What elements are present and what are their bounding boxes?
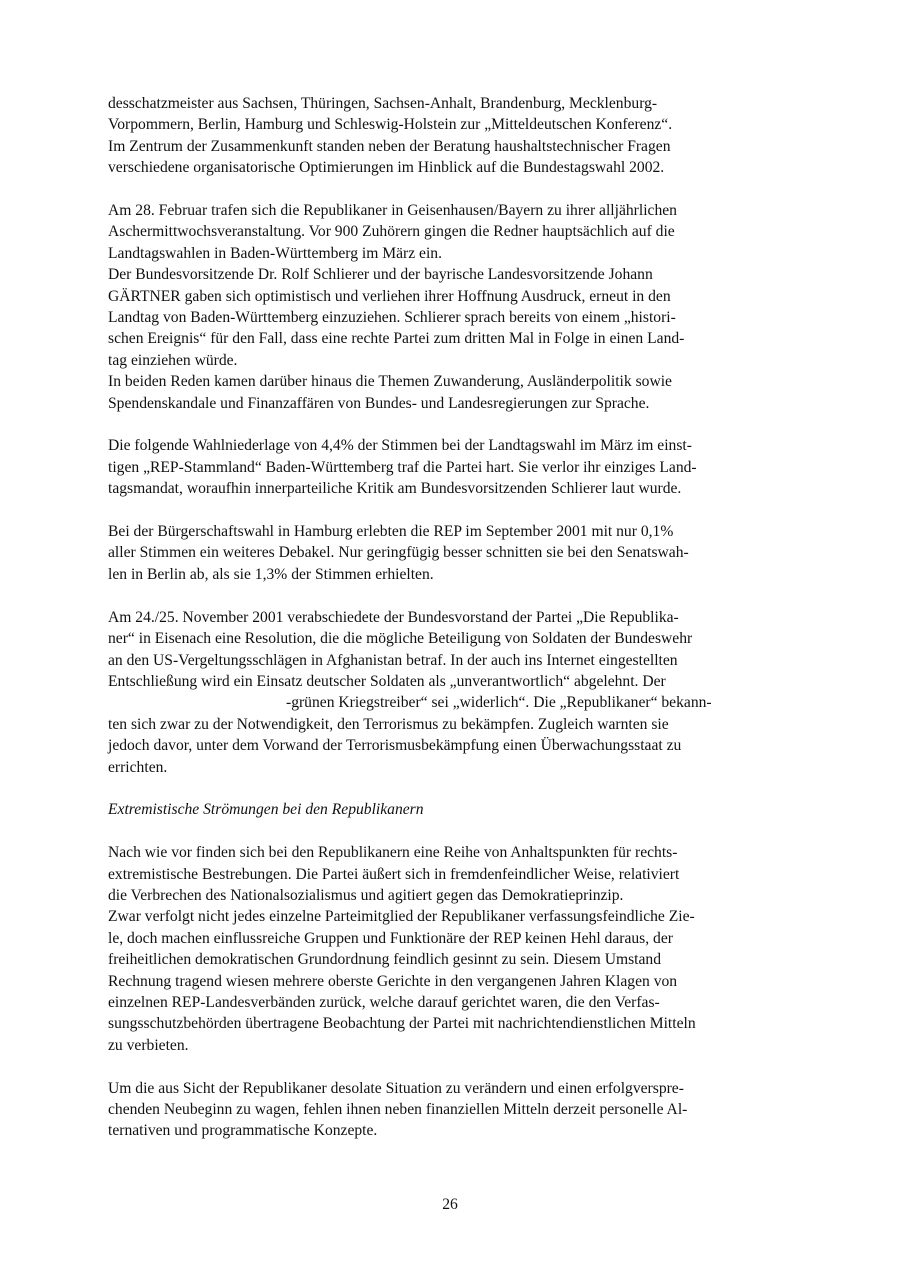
text-line: tag einziehen würde. bbox=[108, 351, 238, 369]
text-line: In beiden Reden kamen darüber hinaus die Themen Zuwanderung, Ausländerpolitik sowie bbox=[108, 373, 672, 391]
paragraph-eisenach-resolution bbox=[108, 607, 748, 778]
text-line: Die folgende Wahlniederlage von 4,4% der Stimmen bei der Landtagswahl im März im einst- bbox=[108, 437, 692, 455]
text-line: le, doch machen einflussreiche Gruppen und Funktionäre der REP keinen Hehl daraus, der bbox=[108, 929, 673, 947]
text-line: chenden Neubeginn zu wagen, fehlen ihnen neben finanziellen Mitteln derzeit personelle Al- bbox=[108, 1100, 688, 1118]
paragraph-ash-wednesday bbox=[108, 200, 748, 414]
paragraph-conference bbox=[108, 93, 748, 179]
text-line: errichten. bbox=[108, 758, 168, 776]
text-line: die Verbrechen des Nationalsozialismus und agitiert gegen das Demokratieprinzip. bbox=[108, 886, 624, 904]
text-line: ten sich zwar zu der Notwendigkeit, den Terrorismus zu bekämpfen. Zugleich warnten sie bbox=[108, 715, 669, 733]
text-line: Spendenskandale und Finanzaffären von Bundes- und Landesregierungen zur Sprache. bbox=[108, 394, 650, 412]
text-line: Landtagswahlen in Baden-Württemberg im März ein. bbox=[108, 244, 443, 262]
text-line: verschiedene organisatorische Optimierungen im Hinblick auf die Bundestagswahl 2002. bbox=[108, 159, 665, 177]
text-line: GÄRTNER gaben sich optimistisch und verliehen ihrer Hoffnung Ausdruck, erneut in den bbox=[108, 287, 671, 305]
text-line: Landtag von Baden-Württemberg einzuziehen. Schlierer sprach bereits von einem „histori- bbox=[108, 309, 676, 327]
text-line: Am 28. Februar trafen sich die Republikaner in Geisenhausen/Bayern zu ihrer alljährlichen bbox=[108, 202, 677, 220]
text-line: ternativen und programmatische Konzepte. bbox=[108, 1122, 378, 1140]
text-line: extremistische Bestrebungen. Die Partei äußert sich in fremdenfeindlicher Weise, relativiert bbox=[108, 865, 680, 883]
text-line: tigen „REP-Stammland“ Baden-Württemberg traf die Partei hart. Sie verlor ihr einziges Land- bbox=[108, 458, 697, 476]
section-heading: Extremistische Strömungen bei den Republikanern bbox=[108, 801, 424, 819]
text-line: len in Berlin ab, als sie 1,3% der Stimmen erhielten. bbox=[108, 565, 434, 583]
text-line: Entschließung wird ein Einsatz deutscher Soldaten als „unverantwortlich“ abgelehnt. Der bbox=[108, 672, 666, 690]
text-line: Nach wie vor finden sich bei den Republikanern eine Reihe von Anhaltspunkten für rechts- bbox=[108, 844, 678, 862]
text-line: Aschermittwochsveranstaltung. Vor 900 Zuhörern gingen die Redner hauptsächlich auf die bbox=[108, 223, 675, 241]
text-line: an den US-Vergeltungsschlägen in Afghanistan betraf. In der auch ins Internet eingestellten bbox=[108, 651, 678, 669]
text-line: freiheitlichen demokratischen Grundordnung feindlich gesinnt zu sein. Diesem Umstand bbox=[108, 951, 661, 969]
text-line-indented: -grünen Kriegstreiber“ sei „widerlich“. Die „Republikaner“ bekann- bbox=[286, 694, 712, 712]
text-line: einzelnen REP-Landesverbänden zurück, welche darauf gerichtet waren, die den Verfas- bbox=[108, 993, 660, 1011]
paragraph-outlook bbox=[108, 1078, 748, 1142]
text-line: sungsschutzbehörden übertragene Beobachtung der Partei mit nachrichtendienstlichen Mitteln bbox=[108, 1015, 696, 1033]
text-line: desschatzmeister aus Sachsen, Thüringen, Sachsen-Anhalt, Brandenburg, Mecklenburg- bbox=[108, 95, 658, 112]
text-line: zu verbieten. bbox=[108, 1036, 189, 1054]
text-line: Zwar verfolgt nicht jedes einzelne Parteimitglied der Republikaner verfassungsfeindliche Zie- bbox=[108, 908, 695, 926]
paragraph-hamburg-berlin bbox=[108, 521, 748, 585]
text-line: jedoch davor, unter dem Vorwand der Terrorismusbekämpfung einen Überwachungsstaat zu bbox=[108, 737, 682, 755]
text-line: Im Zentrum der Zusammenkunft standen neben der Beratung haushaltstechnischer Fragen bbox=[108, 137, 671, 155]
text-line: Der Bundesvorsitzende Dr. Rolf Schlierer und der bayrische Landesvorsitzende Johann bbox=[108, 266, 653, 284]
text-line: tagsmandat, woraufhin innerparteiliche Kritik am Bundesvorsitzenden Schlierer laut wurde. bbox=[108, 480, 682, 498]
document-page bbox=[108, 93, 748, 1163]
text-line: Rechnung tragend wiesen mehrere oberste Gerichte in den vergangenen Jahren Klagen von bbox=[108, 972, 678, 990]
text-line: Vorpommern, Berlin, Hamburg und Schleswig-Holstein zur „Mitteldeutschen Konferenz“. bbox=[108, 116, 673, 134]
text-line: ner“ in Eisenach eine Resolution, die die mögliche Beteiligung von Soldaten der Bundeswehr bbox=[108, 630, 693, 648]
text-line: Bei der Bürgerschaftswahl in Hamburg erlebten die REP im September 2001 mit nur 0,1% bbox=[108, 523, 674, 541]
text-line: Um die aus Sicht der Republikaner desolate Situation zu verändern und einen erfolgverspre- bbox=[108, 1079, 684, 1097]
text-line: aller Stimmen ein weiteres Debakel. Nur geringfügig besser schnitten sie bei den Senatswah- bbox=[108, 544, 689, 562]
paragraph-extremist-tendencies bbox=[108, 842, 748, 1056]
text-line: Am 24./25. November 2001 verabschiedete der Bundesvorstand der Partei „Die Republika- bbox=[108, 608, 679, 626]
paragraph-election-defeat bbox=[108, 435, 748, 499]
page-number: 26 bbox=[442, 1196, 458, 1213]
text-line: schen Ereignis“ für den Fall, dass eine rechte Partei zum dritten Mal in Folge in einen Land- bbox=[108, 330, 685, 348]
